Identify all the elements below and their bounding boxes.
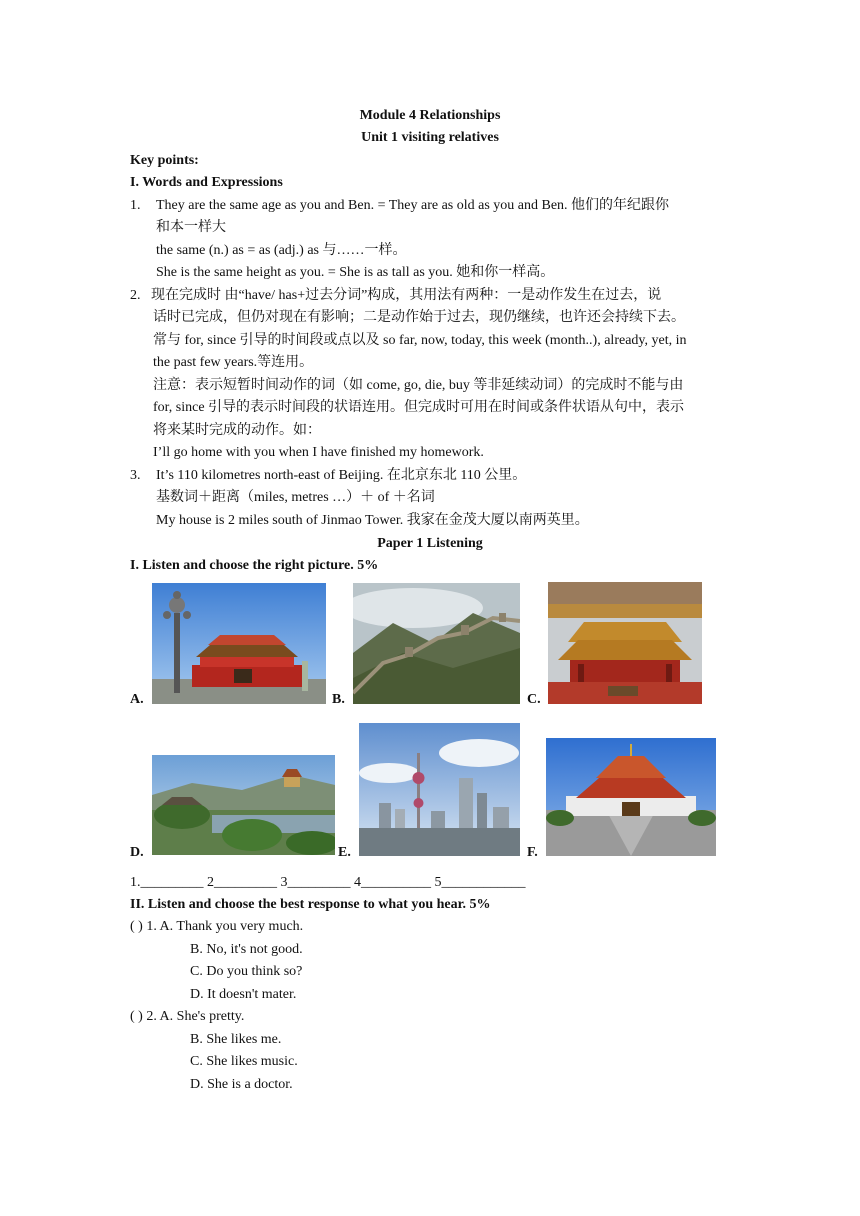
- question1-option-d: D. It doesn't mater.: [190, 987, 297, 1002]
- great-wall-picture: [353, 583, 520, 704]
- item1-line4: She is the same height as you. = She is as tall as you. 她和你一样高。: [156, 265, 555, 280]
- item2-line2: 话时已完成，但仍对现在有影响；二是动作始于过去，现仍继续，也许还会持续下去。: [153, 310, 685, 325]
- item2-line4: the past few years.等连用。: [153, 355, 314, 370]
- item3-number: 3.: [130, 468, 141, 483]
- shanghai-skyline-picture: [359, 723, 520, 856]
- key-points-heading: Key points:: [130, 153, 199, 168]
- item3-line1: It’s 110 kilometres north-east of Beijing. 在北京东北 110 公里。: [156, 468, 527, 483]
- picture-label-f: F.: [527, 845, 538, 860]
- item2-line3: 常与 for, since 引导的时间段或点以及 so far, now, today, this week (month..), already, yet, in: [153, 333, 687, 348]
- item1-line3: the same (n.) as = as (adj.) as 与……一样。: [156, 243, 407, 258]
- item2-line7: 将来某时完成的动作。如：: [153, 423, 321, 438]
- answer-blanks: 1._________ 2_________ 3_________ 4__________ 5____________: [130, 875, 526, 890]
- item2-line8: I’ll go home with you when I have finished my homework.: [153, 445, 484, 460]
- item1-line1: They are the same age as you and Ben. = They are as old as you and Ben. 他们的年纪跟你: [156, 198, 670, 213]
- question1-option-a: ( ) 1. A. Thank you very much.: [130, 919, 304, 934]
- question1-option-b: B. No, it's not good.: [190, 942, 303, 957]
- tiananmen-picture: [152, 583, 326, 704]
- question2-option-b: B. She likes me.: [190, 1032, 282, 1047]
- item1-number: 1.: [130, 198, 141, 213]
- item2-number: 2.: [130, 288, 141, 303]
- item1-line2: 和本一样大: [156, 220, 226, 235]
- question1-option-c: C. Do you think so?: [190, 964, 303, 979]
- question2-option-c: C. She likes music.: [190, 1054, 298, 1069]
- item3-line2: 基数词＋距离（miles, metres …）＋ of ＋名词: [156, 490, 435, 505]
- forbidden-city-picture: [548, 582, 702, 704]
- picture-label-b: B.: [332, 692, 345, 707]
- listening-section1-heading: I. Listen and choose the right picture. 5%: [130, 558, 379, 573]
- thai-temple-picture: [546, 738, 716, 856]
- summer-palace-picture: [152, 755, 335, 855]
- question2-option-d: D. She is a doctor.: [190, 1077, 293, 1092]
- question2-option-a: ( ) 2. A. She's pretty.: [130, 1009, 245, 1024]
- module-title: Module 4 Relationships: [359, 108, 501, 123]
- unit-title: Unit 1 visiting relatives: [361, 130, 499, 145]
- picture-label-a: A.: [130, 692, 144, 707]
- picture-label-d: D.: [130, 845, 144, 860]
- words-expressions-heading: I. Words and Expressions: [130, 175, 283, 190]
- picture-label-c: C.: [527, 692, 541, 707]
- listening-section2-heading: II. Listen and choose the best response to what you hear. 5%: [130, 897, 491, 912]
- item2-line6: for, since 引导的表示时间段的状语连用。但完成时可用在时间或条件状语从句中，表示: [153, 400, 685, 415]
- item2-line5: 注意：表示短暂时间动作的词（如 come, go, die, buy 等非延续动词）的完成时不能与由: [153, 378, 684, 393]
- item3-line3: My house is 2 miles south of Jinmao Tower. 我家在金茂大厦以南两英里。: [156, 513, 589, 528]
- picture-label-e: E.: [338, 845, 351, 860]
- paper-title: Paper 1 Listening: [377, 536, 483, 551]
- item2-line1: 现在完成时 由“have/ has+过去分词”构成，其用法有两种：一是动作发生在过去，说: [151, 288, 662, 303]
